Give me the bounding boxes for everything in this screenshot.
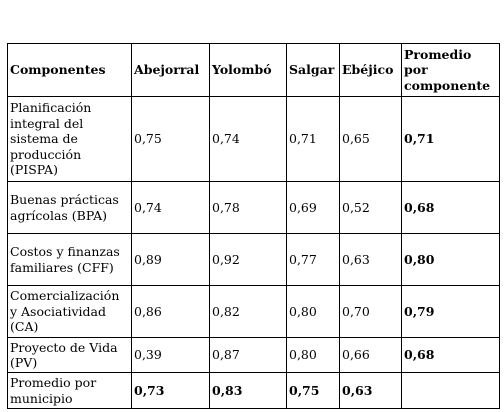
cell-abejorral: 0,89 [132,234,210,286]
cell-yolombo: 0,82 [210,286,287,338]
table-row [8,97,500,182]
header-yolombo: Yolombó [210,44,287,97]
header-promedio-componente: Promedio por componente [402,44,500,97]
cell-yolombo: 0,87 [210,338,287,373]
footer-yolombo: 0,83 [210,373,287,409]
cell-ebejico: 0,70 [340,286,402,338]
footer-label: Promedio por municipio [8,373,132,409]
cell-abejorral: 0,39 [132,338,210,373]
cell-yolombo: 0,78 [210,182,287,234]
cell-ebejico: 0,65 [340,97,402,182]
cell-promedio-componente: 0,68 [402,182,500,234]
header-componentes: Componentes [8,44,132,97]
cell-salgar: 0,80 [287,286,340,338]
components-table [7,43,500,409]
cell-abejorral: 0,75 [132,97,210,182]
table-row [8,182,500,234]
header-ebejico: Ebéjico [340,44,402,97]
cell-ebejico: 0,52 [340,182,402,234]
footer-empty-cell [402,373,500,409]
table-row [8,338,500,373]
cell-abejorral: 0,86 [132,286,210,338]
footer-row [8,373,500,409]
row-label: Buenas prácticas agrícolas (BPA) [8,182,132,234]
cell-abejorral: 0,74 [132,182,210,234]
row-label: Planificación integral del sistema de producción (PISPA) [8,97,132,182]
cell-promedio-componente: 0,71 [402,97,500,182]
row-label: Proyecto de Vida (PV) [8,338,132,373]
row-label: Costos y finanzas familiares (CFF) [8,234,132,286]
cell-salgar: 0,80 [287,338,340,373]
footer-abejorral: 0,73 [132,373,210,409]
footer-ebejico: 0,63 [340,373,402,409]
header-abejorral: Abejorral [132,44,210,97]
header-salgar: Salgar [287,44,340,97]
footer-salgar: 0,75 [287,373,340,409]
cell-promedio-componente: 0,79 [402,286,500,338]
cell-yolombo: 0,74 [210,97,287,182]
table-row [8,234,500,286]
cell-salgar: 0,77 [287,234,340,286]
row-label: Comercialización y Asociatividad (CA) [8,286,132,338]
header-row [8,44,500,97]
cell-yolombo: 0,92 [210,234,287,286]
table-row [8,286,500,338]
cell-promedio-componente: 0,80 [402,234,500,286]
cell-promedio-componente: 0,68 [402,338,500,373]
cell-salgar: 0,71 [287,97,340,182]
cell-ebejico: 0,66 [340,338,402,373]
cell-salgar: 0,69 [287,182,340,234]
cell-ebejico: 0,63 [340,234,402,286]
